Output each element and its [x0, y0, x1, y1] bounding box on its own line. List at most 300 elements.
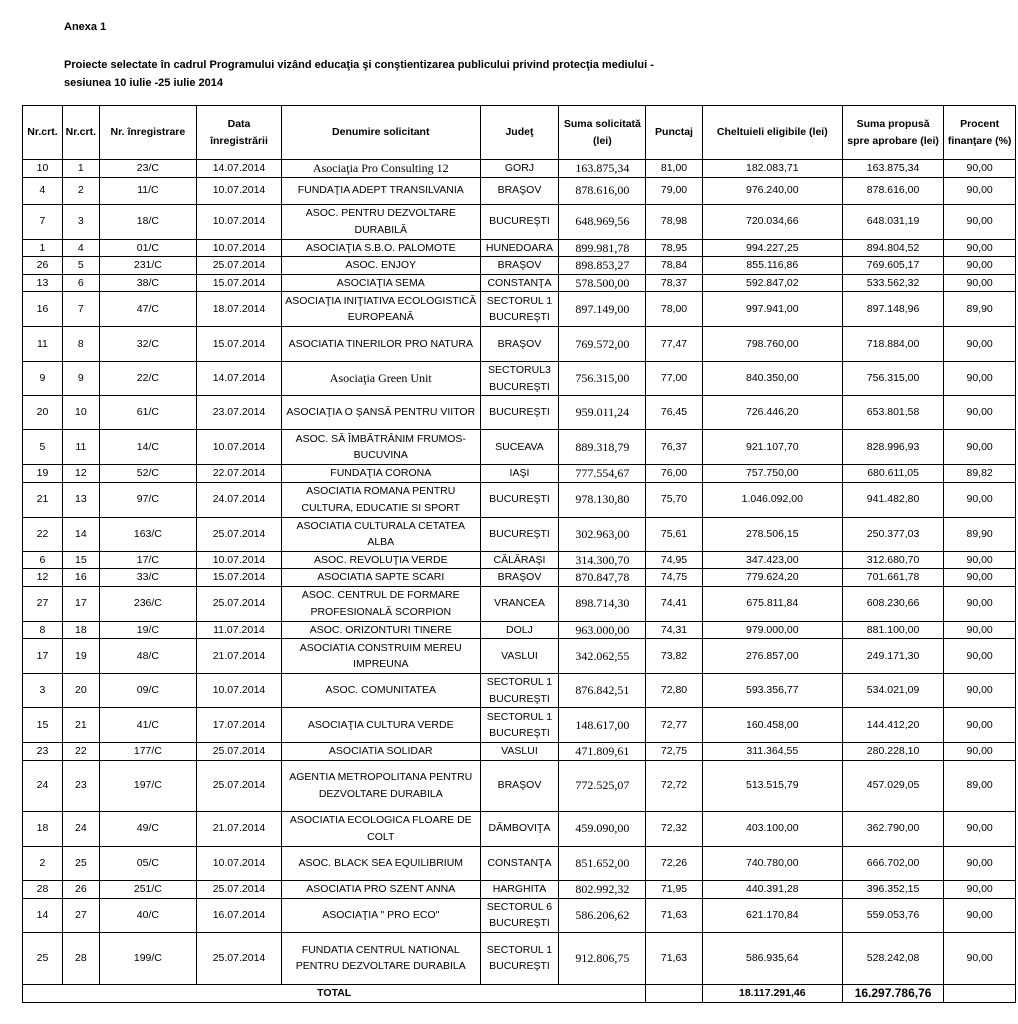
- data-inregistrarii-cell: 25.07.2014: [197, 880, 282, 898]
- data-inregistrarii-cell: 10.07.2014: [197, 674, 282, 708]
- table-row: [23, 465, 1016, 483]
- nr-crt-2-cell: 9: [62, 362, 99, 396]
- cheltuieli-eligibile-cell: 621.170,84: [702, 898, 842, 932]
- cheltuieli-eligibile-cell: 276.857,00: [702, 639, 842, 674]
- punctaj-cell: 74,31: [646, 621, 702, 639]
- nr-crt-2-cell: 19: [62, 639, 99, 674]
- cheltuieli-eligibile-cell: 592.847,02: [702, 274, 842, 292]
- denumire-solicitant-cell: ASOC. SĂ ÎMBĂTRÂNIM FRUMOS-BUCUVINA: [281, 430, 480, 465]
- table-row: [23, 517, 1016, 551]
- header-judet: Judeţ: [480, 106, 559, 160]
- table-row: [23, 898, 1016, 932]
- suma-propusa-cell: 878.616,00: [842, 177, 943, 204]
- nr-inregistrare-cell: 41/C: [99, 708, 196, 743]
- nr-inregistrare-cell: 09/C: [99, 674, 196, 708]
- nr-crt-2-cell: 10: [62, 396, 99, 430]
- data-inregistrarii-cell: 23.07.2014: [197, 396, 282, 430]
- table-row: [23, 708, 1016, 743]
- cheltuieli-eligibile-cell: 278.506,15: [702, 517, 842, 551]
- suma-solicitata-cell: 898.714,30: [559, 586, 646, 621]
- nr-inregistrare-cell: 49/C: [99, 811, 196, 846]
- suma-solicitata-cell: 851.652,00: [559, 846, 646, 880]
- table-row: [23, 743, 1016, 761]
- nr-crt-2-cell: 12: [62, 465, 99, 483]
- suma-solicitata-cell: 898.853,27: [559, 257, 646, 275]
- table-row: [23, 292, 1016, 327]
- header-cheltuieli-eligibile: Cheltuieli eligibile (lei): [702, 106, 842, 160]
- punctaj-cell: 78,95: [646, 239, 702, 257]
- suma-propusa-cell: 648.031,19: [842, 204, 943, 239]
- cheltuieli-eligibile-cell: 593.356,77: [702, 674, 842, 708]
- nr-crt-1-cell: 25: [23, 932, 63, 984]
- procent-finantare-cell: 90,00: [944, 362, 1016, 396]
- cheltuieli-eligibile-cell: 979.000,00: [702, 621, 842, 639]
- suma-solicitata-cell: 912.806,75: [559, 932, 646, 984]
- data-inregistrarii-cell: 22.07.2014: [197, 465, 282, 483]
- suma-propusa-cell: 534.021,09: [842, 674, 943, 708]
- cheltuieli-eligibile-cell: 798.760,00: [702, 327, 842, 362]
- table-body: [23, 160, 1016, 985]
- data-inregistrarii-cell: 25.07.2014: [197, 257, 282, 275]
- nr-inregistrare-cell: 33/C: [99, 569, 196, 587]
- nr-inregistrare-cell: 32/C: [99, 327, 196, 362]
- header-suma-propusa: Suma propusă spre aprobare (lei): [842, 106, 943, 160]
- table-row: [23, 932, 1016, 984]
- table-row: [23, 362, 1016, 396]
- punctaj-cell: 78,84: [646, 257, 702, 275]
- data-inregistrarii-cell: 15.07.2014: [197, 569, 282, 587]
- table-row: [23, 274, 1016, 292]
- data-inregistrarii-cell: 16.07.2014: [197, 898, 282, 932]
- nr-inregistrare-cell: 05/C: [99, 846, 196, 880]
- judet-cell: VASLUI: [480, 639, 559, 674]
- nr-inregistrare-cell: 40/C: [99, 898, 196, 932]
- procent-finantare-cell: 90,00: [944, 177, 1016, 204]
- cheltuieli-eligibile-cell: 740.780,00: [702, 846, 842, 880]
- suma-propusa-cell: 701.661,78: [842, 569, 943, 587]
- title-line-1: Proiecte selectate în cadrul Programului vizând educaţia şi conştientizarea publicului privind protecţia mediului -: [64, 59, 654, 71]
- table-row: [23, 177, 1016, 204]
- table-row: [23, 586, 1016, 621]
- suma-solicitata-cell: 769.572,00: [559, 327, 646, 362]
- nr-crt-1-cell: 14: [23, 898, 63, 932]
- nr-crt-2-cell: 2: [62, 177, 99, 204]
- header-procent-finantare: Procent finanţare (%): [944, 106, 1016, 160]
- judet-cell: SECTORUL 6 BUCUREŞTI: [480, 898, 559, 932]
- data-inregistrarii-cell: 17.07.2014: [197, 708, 282, 743]
- procent-finantare-cell: 90,00: [944, 430, 1016, 465]
- suma-propusa-cell: 769.605,17: [842, 257, 943, 275]
- nr-crt-2-cell: 8: [62, 327, 99, 362]
- data-inregistrarii-cell: 21.07.2014: [197, 811, 282, 846]
- cheltuieli-eligibile-cell: 311.364,55: [702, 743, 842, 761]
- judet-cell: BRAŞOV: [480, 177, 559, 204]
- data-inregistrarii-cell: 11.07.2014: [197, 621, 282, 639]
- judet-cell: CONSTANŢA: [480, 274, 559, 292]
- procent-finantare-cell: 89,90: [944, 292, 1016, 327]
- data-inregistrarii-cell: 14.07.2014: [197, 362, 282, 396]
- suma-propusa-cell: 312.680,70: [842, 551, 943, 569]
- judet-cell: SECTORUL 1 BUCUREŞTI: [480, 292, 559, 327]
- nr-crt-1-cell: 18: [23, 811, 63, 846]
- nr-inregistrare-cell: 01/C: [99, 239, 196, 257]
- nr-inregistrare-cell: 236/C: [99, 586, 196, 621]
- data-inregistrarii-cell: 10.07.2014: [197, 177, 282, 204]
- suma-propusa-cell: 666.702,00: [842, 846, 943, 880]
- suma-propusa-cell: 533.562,32: [842, 274, 943, 292]
- nr-crt-1-cell: 2: [23, 846, 63, 880]
- punctaj-cell: 75,70: [646, 482, 702, 517]
- denumire-solicitant-cell: ASOCIATIA CULTURALA CETATEA ALBA: [281, 517, 480, 551]
- procent-finantare-cell: 90,00: [944, 708, 1016, 743]
- procent-finantare-cell: 90,00: [944, 586, 1016, 621]
- nr-crt-1-cell: 11: [23, 327, 63, 362]
- cheltuieli-eligibile-cell: 726.446,20: [702, 396, 842, 430]
- procent-finantare-cell: 90,00: [944, 551, 1016, 569]
- data-inregistrarii-cell: 25.07.2014: [197, 517, 282, 551]
- data-inregistrarii-cell: 10.07.2014: [197, 430, 282, 465]
- suma-propusa-cell: 756.315,00: [842, 362, 943, 396]
- nr-crt-1-cell: 22: [23, 517, 63, 551]
- suma-solicitata-cell: 978.130,80: [559, 482, 646, 517]
- denumire-solicitant-cell: ASOC. COMUNITATEA: [281, 674, 480, 708]
- punctaj-cell: 71,63: [646, 898, 702, 932]
- judet-cell: SECTORUL3 BUCUREŞTI: [480, 362, 559, 396]
- nr-inregistrare-cell: 251/C: [99, 880, 196, 898]
- suma-solicitata-cell: 314.300,70: [559, 551, 646, 569]
- table-row: [23, 880, 1016, 898]
- data-inregistrarii-cell: 24.07.2014: [197, 482, 282, 517]
- judet-cell: SECTORUL 1 BUCUREŞTI: [480, 708, 559, 743]
- suma-solicitata-cell: 878.616,00: [559, 177, 646, 204]
- nr-crt-2-cell: 21: [62, 708, 99, 743]
- nr-inregistrare-cell: 231/C: [99, 257, 196, 275]
- header-data-inregistrarii: Data înregistrării: [197, 106, 282, 160]
- header-punctaj: Punctaj: [646, 106, 702, 160]
- suma-propusa-cell: 528.242,08: [842, 932, 943, 984]
- nr-crt-2-cell: 18: [62, 621, 99, 639]
- table-row: [23, 674, 1016, 708]
- suma-solicitata-cell: 459.090,00: [559, 811, 646, 846]
- suma-solicitata-cell: 777.554,67: [559, 465, 646, 483]
- total-cheltuieli-eligibile: 18.117.291,46: [702, 984, 842, 1002]
- judet-cell: DÂMBOVIŢA: [480, 811, 559, 846]
- suma-solicitata-cell: 959.011,24: [559, 396, 646, 430]
- judet-cell: BUCUREŞTI: [480, 396, 559, 430]
- cheltuieli-eligibile-cell: 403.100,00: [702, 811, 842, 846]
- nr-crt-1-cell: 24: [23, 760, 63, 811]
- denumire-solicitant-cell: ASOC. PENTRU DEZVOLTARE DURABILĂ: [281, 204, 480, 239]
- denumire-solicitant-cell: ASOCIAŢIA " PRO ECO": [281, 898, 480, 932]
- cheltuieli-eligibile-cell: 921.107,70: [702, 430, 842, 465]
- nr-crt-2-cell: 27: [62, 898, 99, 932]
- judet-cell: HUNEDOARA: [480, 239, 559, 257]
- procent-finantare-cell: 90,00: [944, 274, 1016, 292]
- suma-solicitata-cell: 471.809,61: [559, 743, 646, 761]
- nr-crt-2-cell: 17: [62, 586, 99, 621]
- cheltuieli-eligibile-cell: 779.624,20: [702, 569, 842, 587]
- table-row: [23, 551, 1016, 569]
- header-nr-crt-1: Nr.crt.: [23, 106, 63, 160]
- document-title: [64, 56, 654, 92]
- total-empty-cell: [944, 984, 1016, 1002]
- nr-crt-2-cell: 5: [62, 257, 99, 275]
- nr-inregistrare-cell: 14/C: [99, 430, 196, 465]
- procent-finantare-cell: 90,00: [944, 257, 1016, 275]
- suma-solicitata-cell: 899.981,78: [559, 239, 646, 257]
- punctaj-cell: 76,00: [646, 465, 702, 483]
- suma-propusa-cell: 653.801,58: [842, 396, 943, 430]
- cheltuieli-eligibile-cell: 347.423,00: [702, 551, 842, 569]
- punctaj-cell: 74,41: [646, 586, 702, 621]
- nr-inregistrare-cell: 22/C: [99, 362, 196, 396]
- punctaj-cell: 74,95: [646, 551, 702, 569]
- suma-solicitata-cell: 889.318,79: [559, 430, 646, 465]
- denumire-solicitant-cell: ASOCIAŢIA SEMA: [281, 274, 480, 292]
- data-inregistrarii-cell: 25.07.2014: [197, 932, 282, 984]
- table-row: [23, 621, 1016, 639]
- judet-cell: SECTORUL 1 BUCUREŞTI: [480, 932, 559, 984]
- nr-inregistrare-cell: 197/C: [99, 760, 196, 811]
- punctaj-cell: 72,32: [646, 811, 702, 846]
- judet-cell: BRAŞOV: [480, 569, 559, 587]
- judet-cell: CĂLĂRAŞI: [480, 551, 559, 569]
- procent-finantare-cell: 90,00: [944, 811, 1016, 846]
- cheltuieli-eligibile-cell: 160.458,00: [702, 708, 842, 743]
- procent-finantare-cell: 90,00: [944, 396, 1016, 430]
- denumire-solicitant-cell: ASOCIATIA PRO SZENT ANNA: [281, 880, 480, 898]
- nr-inregistrare-cell: 48/C: [99, 639, 196, 674]
- cheltuieli-eligibile-cell: 182.083,71: [702, 160, 842, 178]
- nr-crt-2-cell: 13: [62, 482, 99, 517]
- cheltuieli-eligibile-cell: 976.240,00: [702, 177, 842, 204]
- header-denumire-solicitant: Denumire solicitant: [281, 106, 480, 160]
- nr-crt-2-cell: 20: [62, 674, 99, 708]
- punctaj-cell: 81,00: [646, 160, 702, 178]
- data-inregistrarii-cell: 21.07.2014: [197, 639, 282, 674]
- table-row: [23, 482, 1016, 517]
- nr-inregistrare-cell: 52/C: [99, 465, 196, 483]
- procent-finantare-cell: 90,00: [944, 674, 1016, 708]
- nr-crt-1-cell: 3: [23, 674, 63, 708]
- denumire-solicitant-cell: ASOCIATIA TINERILOR PRO NATURA: [281, 327, 480, 362]
- nr-crt-1-cell: 27: [23, 586, 63, 621]
- nr-crt-1-cell: 15: [23, 708, 63, 743]
- suma-propusa-cell: 163.875,34: [842, 160, 943, 178]
- header-nr-inregistrare: Nr. înregistrare: [99, 106, 196, 160]
- judet-cell: BRAŞOV: [480, 760, 559, 811]
- nr-crt-1-cell: 6: [23, 551, 63, 569]
- punctaj-cell: 74,75: [646, 569, 702, 587]
- punctaj-cell: 72,72: [646, 760, 702, 811]
- table-row: [23, 204, 1016, 239]
- denumire-solicitant-cell: ASOCIAŢIA O ŞANSĂ PENTRU VIITOR: [281, 396, 480, 430]
- nr-crt-2-cell: 6: [62, 274, 99, 292]
- suma-propusa-cell: 680.611,05: [842, 465, 943, 483]
- suma-propusa-cell: 608.230,66: [842, 586, 943, 621]
- punctaj-cell: 71,63: [646, 932, 702, 984]
- nr-crt-1-cell: 12: [23, 569, 63, 587]
- denumire-solicitant-cell: ASOC. BLACK SEA EQUILIBRIUM: [281, 846, 480, 880]
- suma-solicitata-cell: 870.847,78: [559, 569, 646, 587]
- denumire-solicitant-cell: FUNDAŢIA ADEPT TRANSILVANIA: [281, 177, 480, 204]
- punctaj-cell: 72,75: [646, 743, 702, 761]
- denumire-solicitant-cell: ASOC. ENJOY: [281, 257, 480, 275]
- suma-propusa-cell: 250.377,03: [842, 517, 943, 551]
- procent-finantare-cell: 90,00: [944, 880, 1016, 898]
- denumire-solicitant-cell: ASOCIATIA ROMANA PENTRU CULTURA, EDUCATIE SI SPORT: [281, 482, 480, 517]
- table-row: [23, 569, 1016, 587]
- judet-cell: CONSTANŢA: [480, 846, 559, 880]
- procent-finantare-cell: 89,82: [944, 465, 1016, 483]
- nr-crt-2-cell: 23: [62, 760, 99, 811]
- nr-crt-2-cell: 16: [62, 569, 99, 587]
- suma-solicitata-cell: 876.842,51: [559, 674, 646, 708]
- nr-crt-1-cell: 20: [23, 396, 63, 430]
- punctaj-cell: 77,00: [646, 362, 702, 396]
- nr-inregistrare-cell: 97/C: [99, 482, 196, 517]
- table-row: [23, 257, 1016, 275]
- punctaj-cell: 76,45: [646, 396, 702, 430]
- procent-finantare-cell: 90,00: [944, 239, 1016, 257]
- cheltuieli-eligibile-cell: 440.391,28: [702, 880, 842, 898]
- nr-inregistrare-cell: 17/C: [99, 551, 196, 569]
- denumire-solicitant-cell: ASOCIAŢIA CULTURA VERDE: [281, 708, 480, 743]
- judet-cell: SECTORUL 1 BUCUREŞTI: [480, 674, 559, 708]
- nr-inregistrare-cell: 18/C: [99, 204, 196, 239]
- procent-finantare-cell: 90,00: [944, 160, 1016, 178]
- denumire-solicitant-cell: ASOC. REVOLUŢIA VERDE: [281, 551, 480, 569]
- procent-finantare-cell: 90,00: [944, 621, 1016, 639]
- procent-finantare-cell: 90,00: [944, 846, 1016, 880]
- judet-cell: BUCUREŞTI: [480, 204, 559, 239]
- punctaj-cell: 76,37: [646, 430, 702, 465]
- denumire-solicitant-cell: ASOCIAŢIA INIŢIATIVA ECOLOGISTICĂ EUROPEANĂ: [281, 292, 480, 327]
- nr-inregistrare-cell: 61/C: [99, 396, 196, 430]
- judet-cell: BUCUREŞTI: [480, 517, 559, 551]
- punctaj-cell: 72,77: [646, 708, 702, 743]
- data-inregistrarii-cell: 10.07.2014: [197, 204, 282, 239]
- nr-crt-1-cell: 9: [23, 362, 63, 396]
- denumire-solicitant-cell: FUNDATIA CENTRUL NATIONAL PENTRU DEZVOLTARE DURABILA: [281, 932, 480, 984]
- denumire-solicitant-cell: ASOC. ORIZONTURI TINERE: [281, 621, 480, 639]
- suma-solicitata-cell: 586.206,62: [559, 898, 646, 932]
- data-inregistrarii-cell: 15.07.2014: [197, 274, 282, 292]
- cheltuieli-eligibile-cell: 720.034,66: [702, 204, 842, 239]
- suma-propusa-cell: 894.804,52: [842, 239, 943, 257]
- nr-crt-2-cell: 1: [62, 160, 99, 178]
- nr-inregistrare-cell: 163/C: [99, 517, 196, 551]
- punctaj-cell: 75,61: [646, 517, 702, 551]
- judet-cell: GORJ: [480, 160, 559, 178]
- nr-crt-1-cell: 8: [23, 621, 63, 639]
- cheltuieli-eligibile-cell: 513.515,79: [702, 760, 842, 811]
- procent-finantare-cell: 90,00: [944, 482, 1016, 517]
- judet-cell: VASLUI: [480, 743, 559, 761]
- suma-propusa-cell: 941.482,80: [842, 482, 943, 517]
- annex-label: Anexa 1: [64, 21, 107, 33]
- nr-crt-1-cell: 4: [23, 177, 63, 204]
- table-row: [23, 396, 1016, 430]
- suma-solicitata-cell: 648.969,56: [559, 204, 646, 239]
- suma-propusa-cell: 828.996,93: [842, 430, 943, 465]
- cheltuieli-eligibile-cell: 757.750,00: [702, 465, 842, 483]
- denumire-solicitant-cell: ASOC. CENTRUL DE FORMARE PROFESIONALĂ SCORPION: [281, 586, 480, 621]
- table-row: [23, 846, 1016, 880]
- nr-inregistrare-cell: 177/C: [99, 743, 196, 761]
- suma-solicitata-cell: 302.963,00: [559, 517, 646, 551]
- data-inregistrarii-cell: 10.07.2014: [197, 239, 282, 257]
- suma-solicitata-cell: 772.525,07: [559, 760, 646, 811]
- judet-cell: BUCUREŞTI: [480, 482, 559, 517]
- suma-solicitata-cell: 963.000,00: [559, 621, 646, 639]
- judet-cell: SUCEAVA: [480, 430, 559, 465]
- denumire-solicitant-cell: Asociaţia Green Unit: [281, 362, 480, 396]
- nr-crt-2-cell: 15: [62, 551, 99, 569]
- judet-cell: DOLJ: [480, 621, 559, 639]
- cheltuieli-eligibile-cell: 855.116,86: [702, 257, 842, 275]
- suma-propusa-cell: 280.228,10: [842, 743, 943, 761]
- nr-crt-1-cell: 21: [23, 482, 63, 517]
- suma-propusa-cell: 718.884,00: [842, 327, 943, 362]
- table-row: [23, 160, 1016, 178]
- nr-crt-1-cell: 13: [23, 274, 63, 292]
- table-row: [23, 430, 1016, 465]
- judet-cell: VRANCEA: [480, 586, 559, 621]
- data-inregistrarii-cell: 15.07.2014: [197, 327, 282, 362]
- judet-cell: BRAŞOV: [480, 327, 559, 362]
- cheltuieli-eligibile-cell: 997.941,00: [702, 292, 842, 327]
- table-row: [23, 760, 1016, 811]
- nr-inregistrare-cell: 19/C: [99, 621, 196, 639]
- total-label: TOTAL: [23, 984, 646, 1002]
- nr-inregistrare-cell: 199/C: [99, 932, 196, 984]
- suma-propusa-cell: 457.029,05: [842, 760, 943, 811]
- suma-solicitata-cell: 578.500,00: [559, 274, 646, 292]
- punctaj-cell: 77,47: [646, 327, 702, 362]
- punctaj-cell: 71,95: [646, 880, 702, 898]
- nr-crt-1-cell: 26: [23, 257, 63, 275]
- data-inregistrarii-cell: 10.07.2014: [197, 846, 282, 880]
- total-suma-propusa: 16.297.786,76: [842, 984, 943, 1002]
- nr-crt-1-cell: 17: [23, 639, 63, 674]
- header-nr-crt-2: Nr.crt.: [62, 106, 99, 160]
- data-inregistrarii-cell: 18.07.2014: [197, 292, 282, 327]
- table-row: [23, 327, 1016, 362]
- cheltuieli-eligibile-cell: 1.046.092,00: [702, 482, 842, 517]
- procent-finantare-cell: 90,00: [944, 898, 1016, 932]
- suma-solicitata-cell: 897.149,00: [559, 292, 646, 327]
- denumire-solicitant-cell: ASOCIATIA ECOLOGICA FLOARE DE COLT: [281, 811, 480, 846]
- nr-crt-1-cell: 28: [23, 880, 63, 898]
- denumire-solicitant-cell: AGENTIA METROPOLITANA PENTRU DEZVOLTARE DURABILA: [281, 760, 480, 811]
- punctaj-cell: 78,37: [646, 274, 702, 292]
- denumire-solicitant-cell: ASOCIAŢIA S.B.O. PALOMOTE: [281, 239, 480, 257]
- punctaj-cell: 72,80: [646, 674, 702, 708]
- data-inregistrarii-cell: 25.07.2014: [197, 760, 282, 811]
- header-suma-solicitata: Suma solicitată (lei): [559, 106, 646, 160]
- nr-inregistrare-cell: 38/C: [99, 274, 196, 292]
- punctaj-cell: 78,00: [646, 292, 702, 327]
- nr-crt-1-cell: 1: [23, 239, 63, 257]
- nr-crt-2-cell: 26: [62, 880, 99, 898]
- denumire-solicitant-cell: ASOCIATIA SOLIDAR: [281, 743, 480, 761]
- procent-finantare-cell: 90,00: [944, 327, 1016, 362]
- procent-finantare-cell: 89,90: [944, 517, 1016, 551]
- data-inregistrarii-cell: 25.07.2014: [197, 586, 282, 621]
- nr-inregistrare-cell: 23/C: [99, 160, 196, 178]
- procent-finantare-cell: 90,00: [944, 569, 1016, 587]
